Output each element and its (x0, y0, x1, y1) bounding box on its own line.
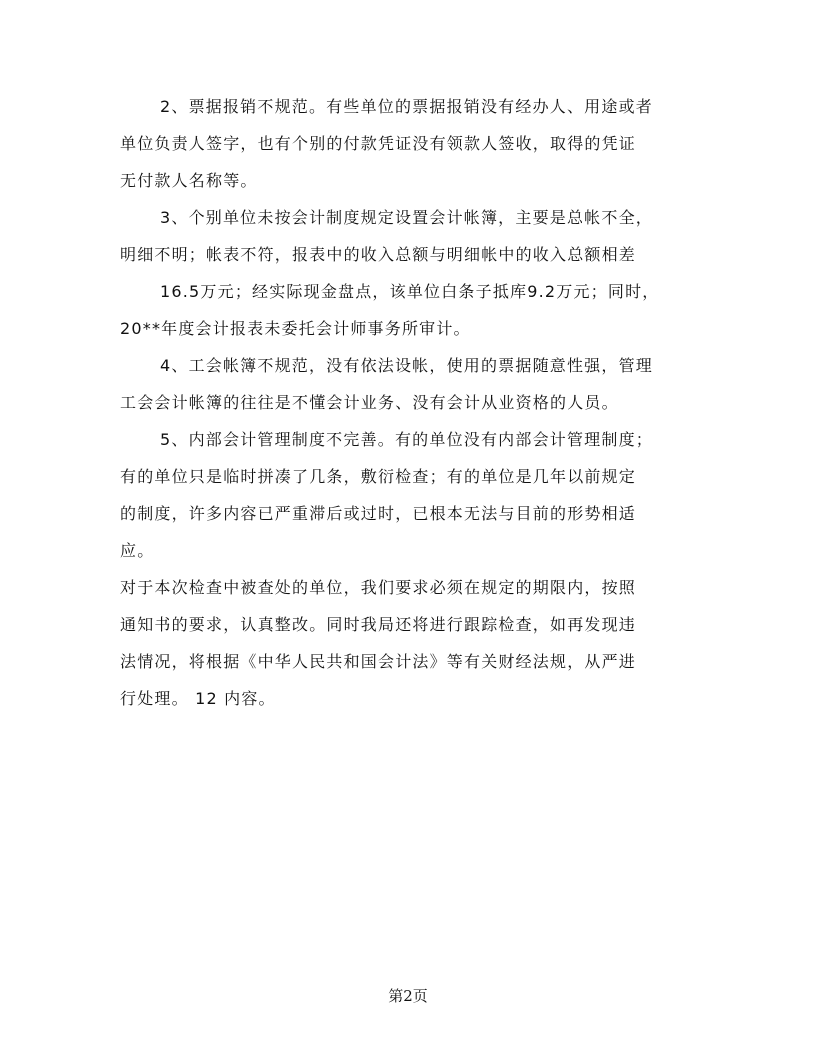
paragraph-3-line-3: 16.5万元；经实际现金盘点，该单位白条子抵库9.2万元；同时， (160, 282, 660, 301)
paragraph-5-line-2: 有的单位只是临时拼凑了几条，敷衍检查；有的单位是几年以前规定 (120, 467, 637, 486)
closing-paragraph-line-4: 行处理。 12 内容。 (120, 689, 276, 708)
paragraph-4-line-1: 4、工会帐簿不规范，没有依法设帐，使用的票据随意性强，管理 (160, 356, 653, 375)
paragraph-5-line-4: 应。 (120, 541, 155, 560)
paragraph-2-line-2: 单位负责人签字，也有个别的付款凭证没有领款人签收，取得的凭证 (120, 134, 637, 153)
paragraph-5-line-1: 5、内部会计管理制度不完善。有的单位没有内部会计管理制度； (160, 430, 653, 449)
closing-paragraph-line-2: 通知书的要求，认真整改。同时我局还将进行跟踪检查，如再发现违 (120, 615, 637, 634)
paragraph-3-line-2: 明细不明；帐表不符，报表中的收入总额与明细帐中的收入总额相差 (120, 245, 637, 264)
closing-paragraph-line-3: 法情况，将根据《中华人民共和国会计法》等有关财经法规，从严进 (120, 652, 637, 671)
paragraph-2-line-1: 2、票据报销不规范。有些单位的票据报销没有经办人、用途或者 (160, 97, 653, 116)
paragraph-3-line-4: 20**年度会计报表未委托会计师事务所审计。 (120, 319, 471, 338)
paragraph-2-line-3: 无付款人名称等。 (120, 171, 258, 190)
page-number: 第2页 (388, 987, 428, 1005)
paragraph-4-line-2: 工会会计帐簿的往往是不懂会计业务、没有会计从业资格的人员。 (120, 393, 619, 412)
closing-paragraph-line-1: 对于本次检查中被查处的单位，我们要求必须在规定的期限内，按照 (120, 578, 637, 597)
paragraph-3-line-1: 3、个别单位未按会计制度规定设置会计帐簿，主要是总帐不全， (160, 208, 653, 227)
paragraph-5-line-3: 的制度，许多内容已严重滞后或过时，已根本无法与目前的形势相适 (120, 504, 637, 523)
